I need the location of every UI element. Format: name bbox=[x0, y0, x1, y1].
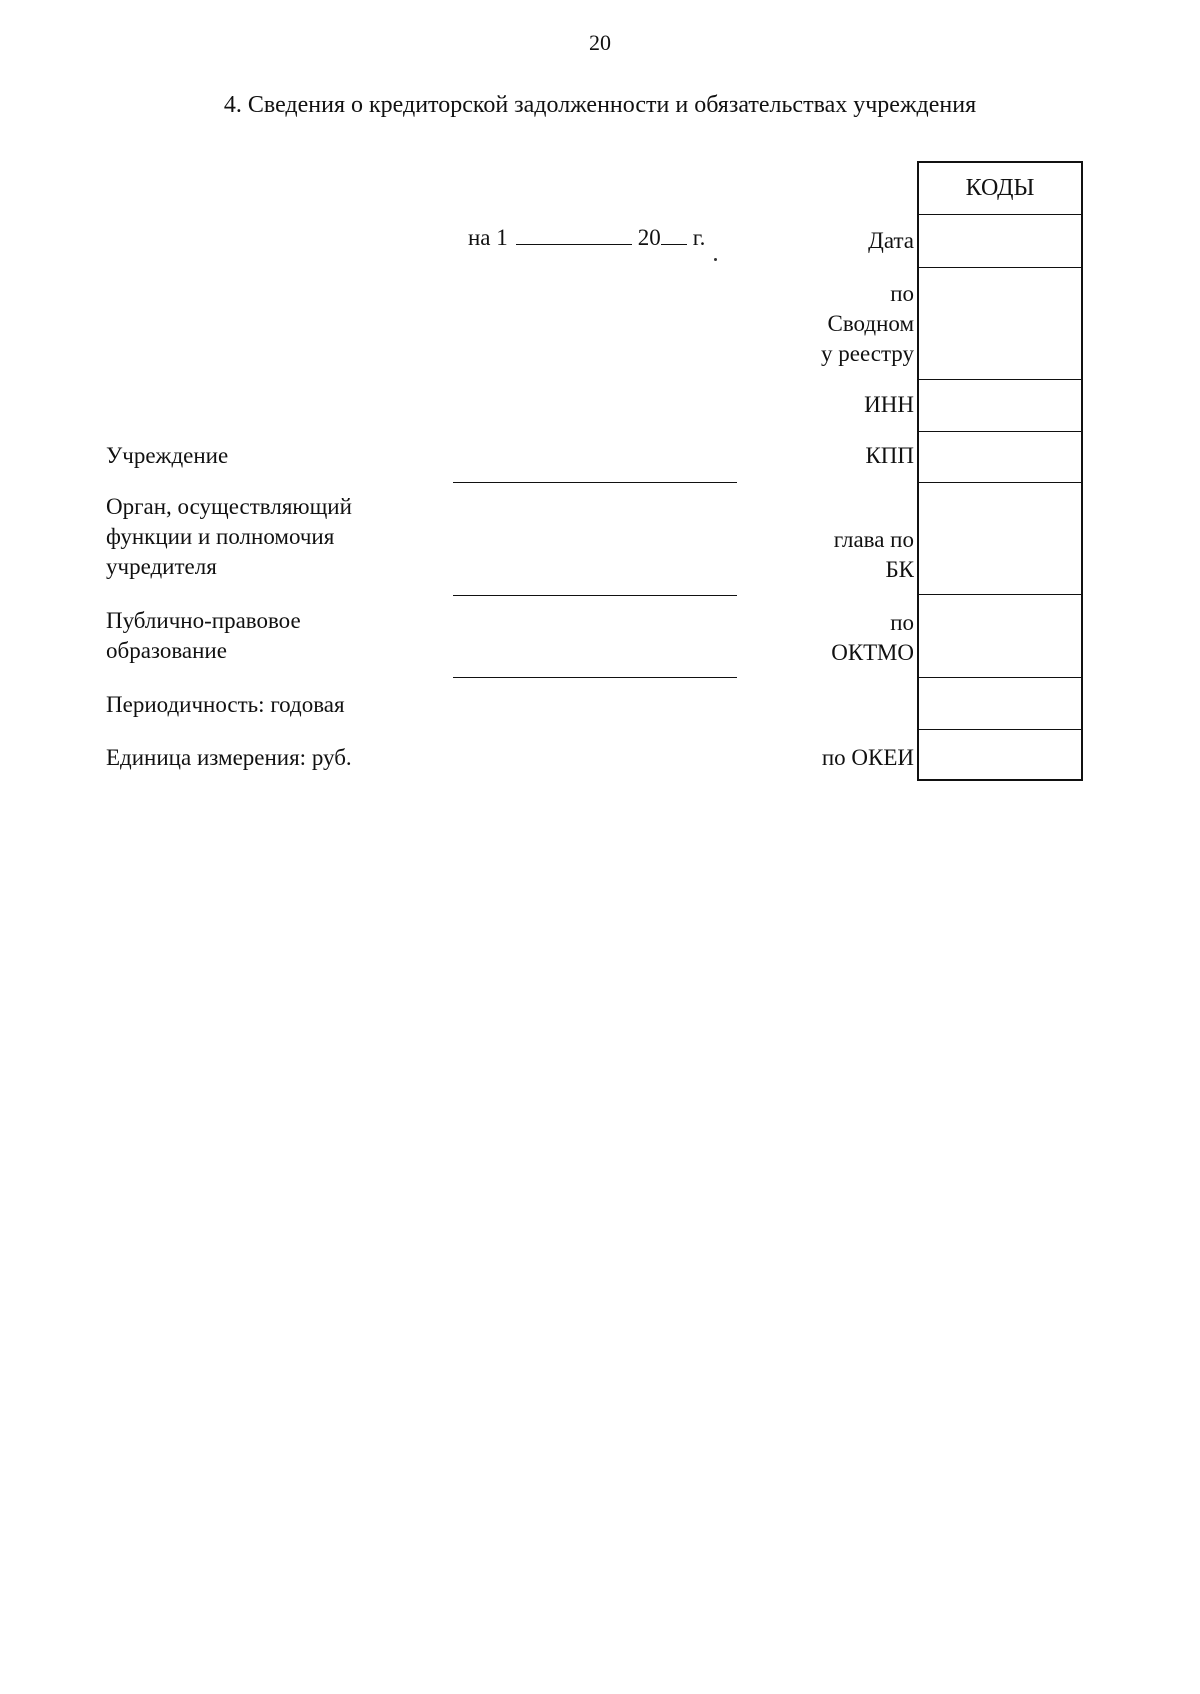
field-label-line: функции и полномочия bbox=[106, 524, 335, 549]
code-label-line: БК bbox=[885, 557, 914, 582]
report-date-line bbox=[468, 224, 705, 251]
code-label-line: глава по bbox=[833, 527, 914, 552]
code-label-consolidated-register bbox=[821, 279, 914, 369]
field-label-periodicity bbox=[106, 690, 345, 720]
date-prefix: на 1 bbox=[468, 225, 508, 250]
field-label-line: учредителя bbox=[106, 554, 217, 579]
codes-table bbox=[917, 161, 1083, 781]
field-label-line: Публично-правовое bbox=[106, 608, 301, 633]
code-label-line: по ОКЕИ bbox=[821, 745, 914, 770]
field-label-unit bbox=[106, 743, 352, 773]
field-label-institution bbox=[106, 441, 228, 471]
year-suffix: г. bbox=[692, 225, 706, 250]
code-label-kpp bbox=[865, 441, 914, 471]
code-cell-inn[interactable] bbox=[919, 380, 1081, 432]
year-prefix: 20 bbox=[637, 225, 661, 250]
year-blank-field[interactable] bbox=[661, 224, 687, 245]
code-label-budget-chapter bbox=[834, 525, 914, 585]
code-label-okei bbox=[822, 743, 914, 773]
founder-fill-line[interactable] bbox=[453, 595, 737, 596]
field-label-line: Орган, осуществляющий bbox=[106, 494, 352, 519]
code-cell-date[interactable] bbox=[919, 215, 1081, 268]
code-cell-consolidated-register[interactable] bbox=[919, 268, 1081, 380]
month-blank-field[interactable] bbox=[516, 224, 632, 245]
field-label-line: образование bbox=[106, 638, 227, 663]
code-label-line: у реестру bbox=[821, 341, 914, 366]
field-label-public-entity bbox=[106, 606, 301, 666]
field-label-line: Учреждение bbox=[106, 443, 229, 468]
code-label-inn bbox=[864, 390, 914, 420]
stray-dot-mark bbox=[714, 258, 717, 261]
field-label-line: Периодичность: годовая bbox=[106, 692, 345, 717]
public-entity-fill-line[interactable] bbox=[453, 677, 737, 678]
code-label-line: ИНН bbox=[864, 392, 914, 417]
code-label-date bbox=[868, 226, 914, 256]
code-label-line: КПП bbox=[865, 443, 914, 468]
code-label-line: Сводном bbox=[827, 311, 914, 336]
code-cell-oktmo[interactable] bbox=[919, 595, 1081, 678]
code-cell-periodicity[interactable] bbox=[919, 678, 1081, 730]
code-label-line: ОКТМО bbox=[831, 640, 914, 665]
form-title: 4. Сведения о кредиторской задолженности и обязательствах учреждения bbox=[223, 92, 977, 118]
page-number: 20 bbox=[589, 30, 611, 55]
code-cell-okei[interactable] bbox=[919, 730, 1081, 783]
code-label-line: Дата bbox=[868, 228, 914, 253]
code-label-line: по bbox=[890, 281, 914, 306]
code-label-oktmo bbox=[831, 608, 914, 668]
code-label-line: по bbox=[890, 610, 914, 635]
field-label-line: Единица измерения: руб. bbox=[106, 745, 352, 770]
codes-header: КОДЫ bbox=[919, 163, 1081, 215]
field-label-founder bbox=[106, 492, 352, 582]
code-cell-kpp[interactable] bbox=[919, 432, 1081, 483]
code-cell-budget-chapter[interactable] bbox=[919, 483, 1081, 595]
institution-fill-line[interactable] bbox=[453, 482, 737, 483]
